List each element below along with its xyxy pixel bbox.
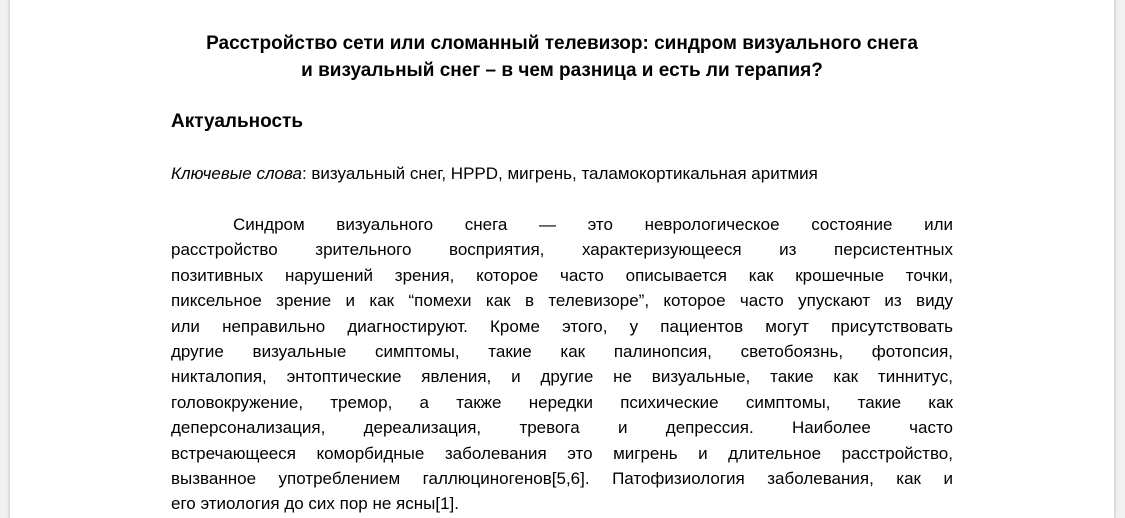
- paragraph-line: пиксельное зрение и как “помехи как в телевизоре”, которое часто упускают из виду: [171, 291, 953, 311]
- body-paragraph: [171, 212, 953, 517]
- title-line: и визуальный снег – в чем разница и есть ли терапия?: [301, 60, 823, 81]
- keywords-text: : визуальный снег, HPPD, мигрень, таламокортикальная аритмия: [301, 164, 818, 183]
- paragraph-line: другие визуальные симптомы, такие как палинопсия, светобоязнь, фотопсия,: [171, 341, 953, 361]
- paragraph-line: или неправильно диагностируют. Кроме этого, у пациентов могут присутствовать: [171, 316, 953, 336]
- paragraph-line: Синдром визуального снега — это неврологическое состояние или: [233, 215, 953, 234]
- title-line: Расстройство сети или сломанный телевизор: синдром визуального снега: [206, 33, 918, 54]
- paragraph-line: вызванное употреблением галлюциногенов[5,6]. Патофизиология заболевания, как и: [171, 468, 953, 488]
- document-page: [9, 0, 1115, 518]
- paragraph-line: позитивных нарушений зрения, которое часто описывается как крошечные точки,: [171, 265, 953, 285]
- keywords-label: Ключевые слова: [171, 164, 302, 183]
- paragraph-line: головокружение, тремор, а также нередки психические симптомы, такие как: [171, 392, 953, 412]
- paragraph-line: расстройство зрительного восприятия, характеризующееся из персистентных: [171, 240, 953, 260]
- paragraph-line: его этиология до сих пор не ясны[1].: [171, 494, 459, 514]
- document-title: [171, 30, 953, 84]
- keywords-line: [171, 162, 818, 186]
- paragraph-line: встречающееся коморбидные заболевания это мигрень и длительное расстройство,: [171, 443, 953, 463]
- section-heading: Актуальность: [171, 111, 304, 132]
- paragraph-line: никталопия, энтоптические явления, и другие не визуальные, такие как тиннитус,: [171, 367, 953, 387]
- paragraph-line: деперсонализация, дереализация, тревога и депрессия. Наиболее часто: [171, 418, 953, 438]
